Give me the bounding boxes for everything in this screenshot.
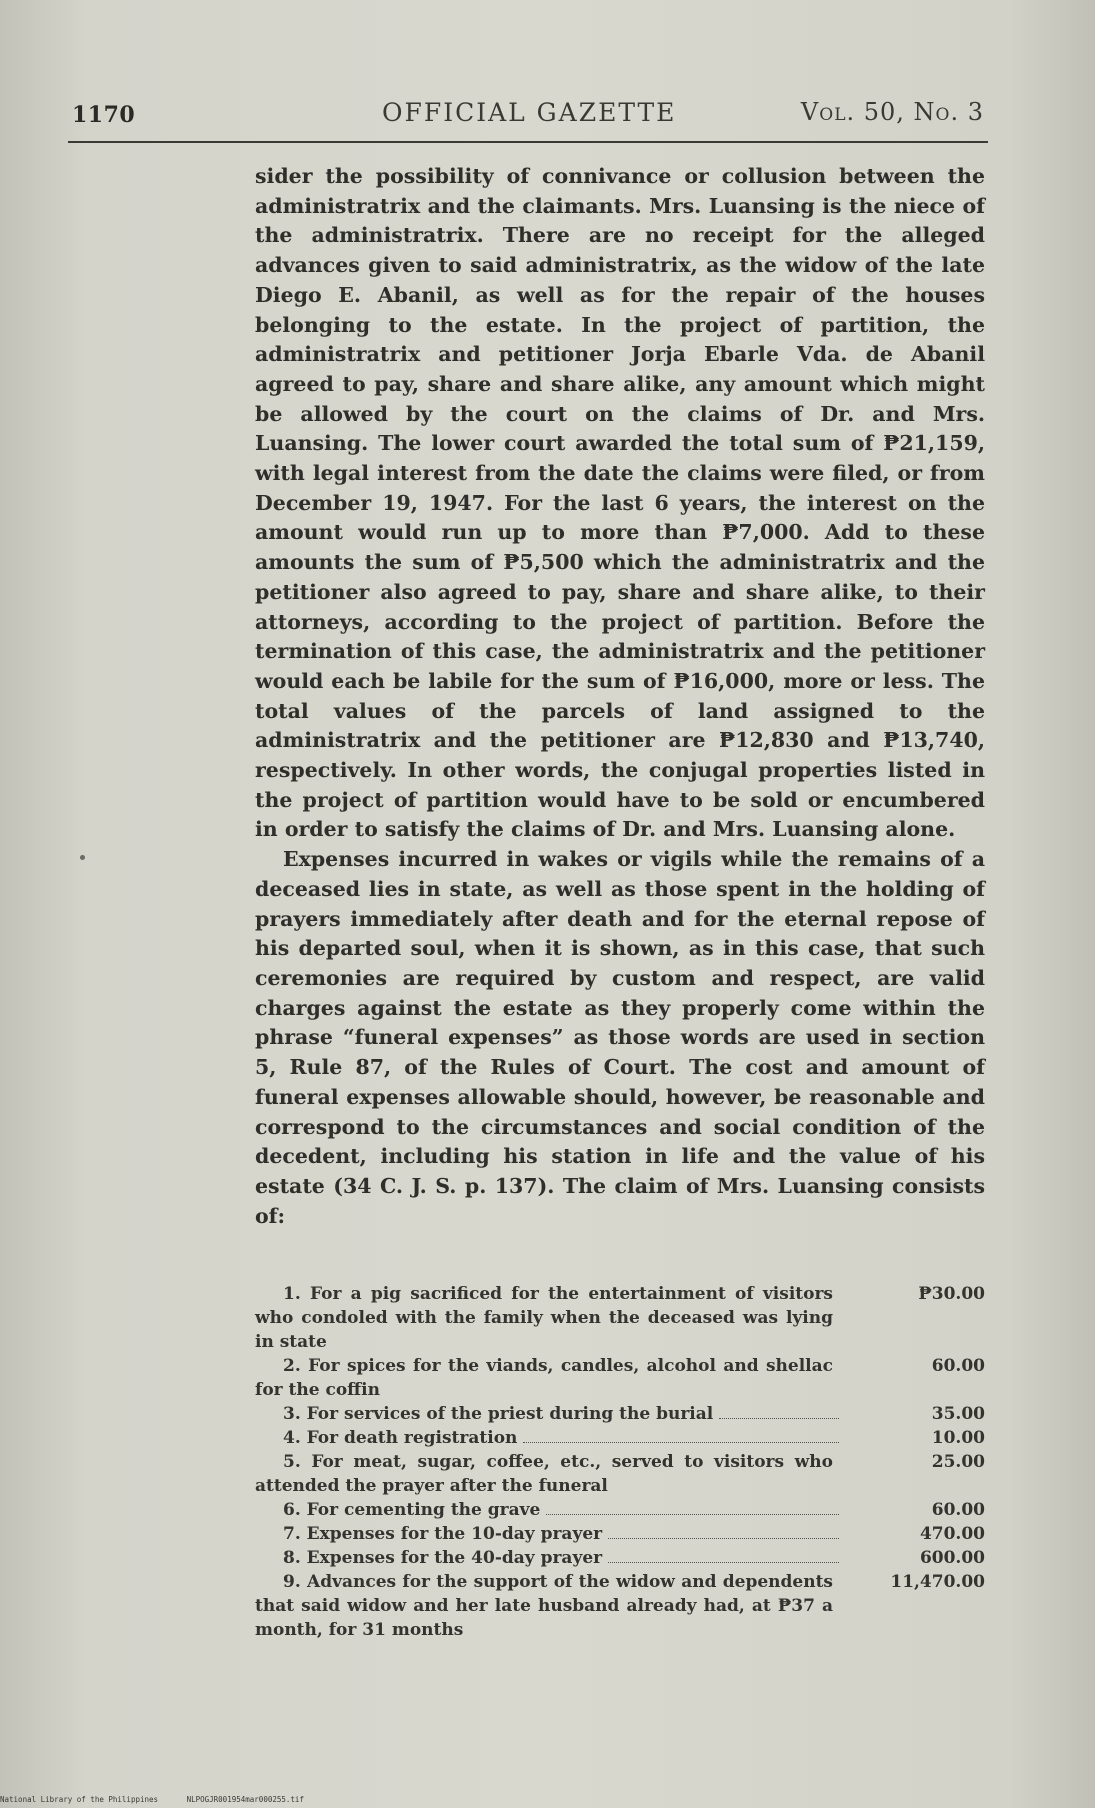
claim-amount: 10.00 <box>931 1428 985 1448</box>
header-rule <box>68 141 988 143</box>
claim-description: 3. For services of the priest during the burial <box>283 1404 714 1424</box>
claim-item <box>255 1522 985 1546</box>
claim-description: 1. For a pig sacrificed for the entertainment of visitors who condoled with the family when the deceased was lying in state <box>255 1284 833 1352</box>
dot-leader <box>608 1537 839 1539</box>
claim-amount: ₱30.00 <box>918 1284 985 1304</box>
dot-leader <box>608 1561 839 1563</box>
dot-leader <box>546 1513 839 1515</box>
claim-amount: 35.00 <box>931 1404 985 1424</box>
claim-item <box>255 1570 985 1642</box>
claim-amount: 600.00 <box>919 1548 985 1568</box>
library-credit: National Library of the Philippines <box>0 1795 159 1804</box>
volume-issue: Vol. 50, No. 3 <box>800 98 984 126</box>
scan-filename: NLPOGJR001954mar000255.tif <box>186 1795 304 1804</box>
claim-item <box>255 1450 985 1498</box>
page-number: 1170 <box>72 102 136 128</box>
claim-item <box>255 1282 985 1354</box>
claim-description: 8. Expenses for the 40-day prayer <box>283 1548 603 1568</box>
dot-leader <box>523 1441 839 1443</box>
claims-list <box>255 1282 985 1642</box>
paragraph-funeral-expenses: Expenses incurred in wakes or vigils while the remains of a deceased lies in state, as well as those spent in the holding of prayers immediately after death and for the eternal repose of his departed soul, when it is shown, as in this case, that such ceremonies are required by custom and respect, are valid charges against the estate as they properly come within the phrase “funeral expenses” as those words are used in section 5, Rule 87, of the Rules of Court. The cost and amount of funeral expenses allowable should, however, be reasonable and correspond to the circumstances and social condition of the decedent, including his station in life and the value of his estate (34 C. J. S. p. 137). The claim of Mrs. Luansing consists of: <box>255 847 985 1228</box>
claim-description: 5. For meat, sugar, coffee, etc., served to visitors who attended the prayer after the funeral <box>255 1452 833 1496</box>
claim-amount: 60.00 <box>931 1356 985 1376</box>
scan-speck <box>80 855 85 860</box>
claim-item <box>255 1402 985 1426</box>
claim-item <box>255 1354 985 1402</box>
claim-description: 9. Advances for the support of the widow and dependents that said widow and her late husband already had, at ₱37 a month, for 31 months <box>255 1572 833 1640</box>
claim-item <box>255 1498 985 1522</box>
page-header <box>72 96 984 136</box>
claim-amount: 470.00 <box>919 1524 985 1544</box>
paragraph-continuation: sider the possibility of connivance or collusion between the administratrix and the claimants. Mrs. Luansing is the niece of the administratrix. There are no receipt for the alleged advances given to said administratrix, as the widow of the late Diego E. Abanil, as well as for the repair of the houses belonging to the estate. In the project of partition, the administratrix and petitioner Jorja Ebarle Vda. de Abanil agreed to pay, share and share alike, any amount which might be allowed by the court on the claims of Dr. and Mrs. Luansing. The lower court awarded the total sum of ₱21,159, with legal interest from the date the claims were filed, or from December 19, 1947. For the last 6 years, the interest on the amount would run up to more than ₱7,000. Add to these amounts the sum of ₱5,500 which the administratrix and the petitioner also agreed to pay, share and share alike, to their attorneys, according to the project of partition. Before the termination of this case, the administratrix and the petitioner would each be labile for the sum of ₱16,000, more or less. The total values of the parcels of land assigned to the administratrix and the petitioner are ₱12,830 and ₱13,740, respectively. In other words, the conjugal properties listed in the project of partition would have to be sold or encumbered in order to satisfy the claims of Dr. and Mrs. Luansing alone. <box>255 164 985 842</box>
claim-description: 6. For cementing the grave <box>283 1500 541 1520</box>
claim-description: 2. For spices for the viands, candles, alcohol and shellac for the coffin <box>255 1356 833 1400</box>
claim-description: 4. For death registration <box>283 1428 518 1448</box>
claim-description: 7. Expenses for the 10-day prayer <box>283 1524 603 1544</box>
claim-item <box>255 1426 985 1450</box>
dot-leader <box>719 1417 839 1419</box>
scan-footer <box>0 1795 400 1804</box>
claim-amount: 25.00 <box>931 1452 985 1472</box>
body-text <box>255 162 985 1231</box>
claim-amount: 11,470.00 <box>890 1572 985 1592</box>
claim-item <box>255 1546 985 1570</box>
claim-amount: 60.00 <box>931 1500 985 1520</box>
publication-title: OFFICIAL GAZETTE <box>382 98 677 127</box>
